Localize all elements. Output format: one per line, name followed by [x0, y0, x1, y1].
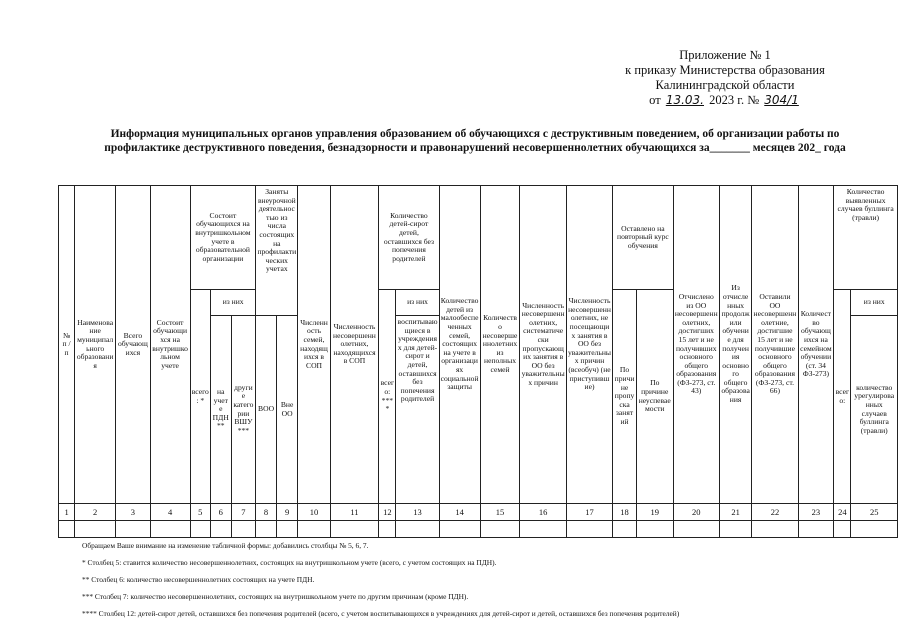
- empty-cell[interactable]: [256, 521, 276, 538]
- header-col-16: Численность несовершеннолетних, систематически пропускающих занятия в ОО без уважительных причин: [520, 186, 566, 504]
- appendix-line-2: к приказу Министерства образования: [625, 63, 825, 77]
- empty-cell[interactable]: [480, 521, 520, 538]
- header-col-20: Отчислено из ОО несовершеннолетних, достигших 15 лет и не получивших основного общего образования (ФЗ-273, ст. 43): [673, 186, 719, 504]
- empty-cell[interactable]: [211, 521, 231, 538]
- date-prefix: от: [649, 93, 661, 107]
- header-col-14: Количество детей из малообеспеченных семей, состоящих на учете в организациях социальной защиты: [439, 186, 480, 504]
- header-col-2: Наименование муниципального образования: [75, 186, 116, 504]
- col-number: 21: [719, 504, 751, 521]
- empty-cell[interactable]: [190, 521, 210, 538]
- header-col-1: № п / п: [59, 186, 75, 504]
- header-col-24: всего:: [834, 290, 851, 504]
- header-col-23: Количество обучающихся на семейном обучении (ст. 34 ФЗ-273): [798, 186, 834, 504]
- col-number: 17: [566, 504, 612, 521]
- year-text: 2023 г. №: [709, 93, 760, 107]
- col-number: 11: [330, 504, 379, 521]
- footnote-intro: Обращаем Ваше внимание на изменение табличной формы: добавились столбцы № 5, 6, 7.: [82, 541, 369, 550]
- header-col-3: Всего обучающихся: [116, 186, 151, 504]
- header-col-5: всего: *: [190, 290, 210, 504]
- empty-cell[interactable]: [396, 521, 439, 538]
- empty-cell[interactable]: [379, 521, 396, 538]
- col-number: 24: [834, 504, 851, 521]
- empty-cell[interactable]: [851, 521, 898, 538]
- empty-cell[interactable]: [752, 521, 798, 538]
- footnotes: [82, 541, 892, 626]
- header-col-13: воспитывающиеся в учреждениях для детей-сирот и детей, оставшихся без попечения родителей: [396, 316, 439, 504]
- header-col-7: другие категории ВШУ ***: [231, 316, 256, 504]
- empty-cell[interactable]: [798, 521, 834, 538]
- col-number: 4: [150, 504, 190, 521]
- col-number: 16: [520, 504, 566, 521]
- col-number: 18: [613, 504, 637, 521]
- col-number: 7: [231, 504, 256, 521]
- header-col-4: Состоит обучающихся на внутришкольном учете: [150, 186, 190, 504]
- col-number: 20: [673, 504, 719, 521]
- footnote-4: **** Столбец 12: детей-сирот детей, оставшихся без попечения родителей (всего, с учетом воспитывающихся в учреждениях для детей-сирот и детей, оставшихся без попечения родителей): [82, 609, 680, 618]
- empty-data-row: [59, 521, 898, 538]
- handwritten-date: 13.03.: [665, 93, 704, 107]
- col-number: 13: [396, 504, 439, 521]
- header-col-6: на учете ПДН **: [211, 316, 231, 504]
- header-col-15: Количество несовершеннолетних из неполных семей: [480, 186, 520, 504]
- header-col-17: Численность несовершеннолетних, не посещающих занятия в ОО без уважительных причин (всеобуч) (не приступившие): [566, 186, 612, 504]
- header-col-8: ВОО: [256, 316, 276, 504]
- header-group-18-19: Оставлено на повторный курс обучения: [613, 186, 673, 290]
- col-number: 15: [480, 504, 520, 521]
- empty-cell[interactable]: [59, 521, 75, 538]
- empty-cell[interactable]: [330, 521, 379, 538]
- header-group-24-25-sub: из них: [851, 290, 898, 316]
- appendix-line-1: Приложение № 1: [679, 48, 771, 62]
- header-col-19: По причине неуспеваемости: [636, 290, 673, 504]
- appendix-date-line: [560, 93, 890, 108]
- header-group-24-25: Количество выявленных случаев буллинга (травли): [834, 186, 898, 290]
- footnote-2: ** Столбец 6: количество несовершеннолетних состоящих на учете ПДН.: [82, 575, 315, 584]
- empty-cell[interactable]: [673, 521, 719, 538]
- col-number: 1: [59, 504, 75, 521]
- header-col-18: По причине пропуска занятий: [613, 290, 637, 504]
- empty-cell[interactable]: [231, 521, 256, 538]
- header-group-8-9: Заняты внеурочной деятельностью из числа состоящих на профилактических учетах: [256, 186, 298, 316]
- header-col-9: Вне ОО: [276, 316, 298, 504]
- col-number: 23: [798, 504, 834, 521]
- col-number: 14: [439, 504, 480, 521]
- report-table: [58, 185, 898, 538]
- header-col-12: всего: ****: [379, 290, 396, 504]
- col-number: 5: [190, 504, 210, 521]
- empty-cell[interactable]: [520, 521, 566, 538]
- header-group-5-7: Состоит обучающихся на внутришкольном учете в образовательной организации: [190, 186, 256, 290]
- empty-cell[interactable]: [439, 521, 480, 538]
- col-number: 22: [752, 504, 798, 521]
- footnote-1: * Столбец 5: ставится количество несовершеннолетних, состоящих на внутришкольном учете (всего, с учетом состоящих на ПДН).: [82, 558, 497, 567]
- col-number: 2: [75, 504, 116, 521]
- col-number: 19: [636, 504, 673, 521]
- empty-cell[interactable]: [566, 521, 612, 538]
- column-number-row: [59, 504, 898, 521]
- empty-cell[interactable]: [116, 521, 151, 538]
- col-number: 8: [256, 504, 276, 521]
- header-col-10: Численность семей, находящихся в СОП: [298, 186, 330, 504]
- empty-cell[interactable]: [276, 521, 298, 538]
- empty-cell[interactable]: [150, 521, 190, 538]
- appendix-line-3: Калининградской области: [655, 78, 795, 92]
- handwritten-number: 304/1: [764, 93, 799, 107]
- empty-cell[interactable]: [298, 521, 330, 538]
- empty-cell[interactable]: [636, 521, 673, 538]
- header-col-22: Оставили ОО несовершеннолетние, достигшие 15 лет и не получившие основного общего образования (ФЗ-273, ст. 66): [752, 186, 798, 504]
- document-title: Информация муниципальных органов управления образованием об обучающихся с деструктивным поведением, об организации работы по профилактике деструктивного поведения, безнадзорности и правонарушений несовершеннолетних обучающихся за_______ месяцев 202_ года: [104, 128, 846, 154]
- header-col-25: количество урегулированных случаев буллинга (травли): [851, 316, 898, 504]
- header-col-21: Из отчисленных продолжили обучение для получения основного общего образования: [719, 186, 751, 504]
- empty-cell[interactable]: [613, 521, 637, 538]
- header-group-12-13: Количество детей-сирот детей, оставшихся без попечения родителей: [379, 186, 439, 290]
- appendix-block: [560, 48, 890, 108]
- footnote-3: *** Столбец 7: количество несовершеннолетних, состоящих на внутришкольном учете по другим причинам (кроме ПДН).: [82, 592, 469, 601]
- col-number: 6: [211, 504, 231, 521]
- col-number: 10: [298, 504, 330, 521]
- empty-cell[interactable]: [719, 521, 751, 538]
- col-number: 12: [379, 504, 396, 521]
- col-number: 25: [851, 504, 898, 521]
- empty-cell[interactable]: [834, 521, 851, 538]
- col-number: 9: [276, 504, 298, 521]
- col-number: 3: [116, 504, 151, 521]
- empty-cell[interactable]: [75, 521, 116, 538]
- header-group-5-7-sub: из них: [211, 290, 256, 316]
- header-group-12-13-sub: из них: [396, 290, 439, 316]
- header-col-11: Численность несовершеннолетних, находящихся в СОП: [330, 186, 379, 504]
